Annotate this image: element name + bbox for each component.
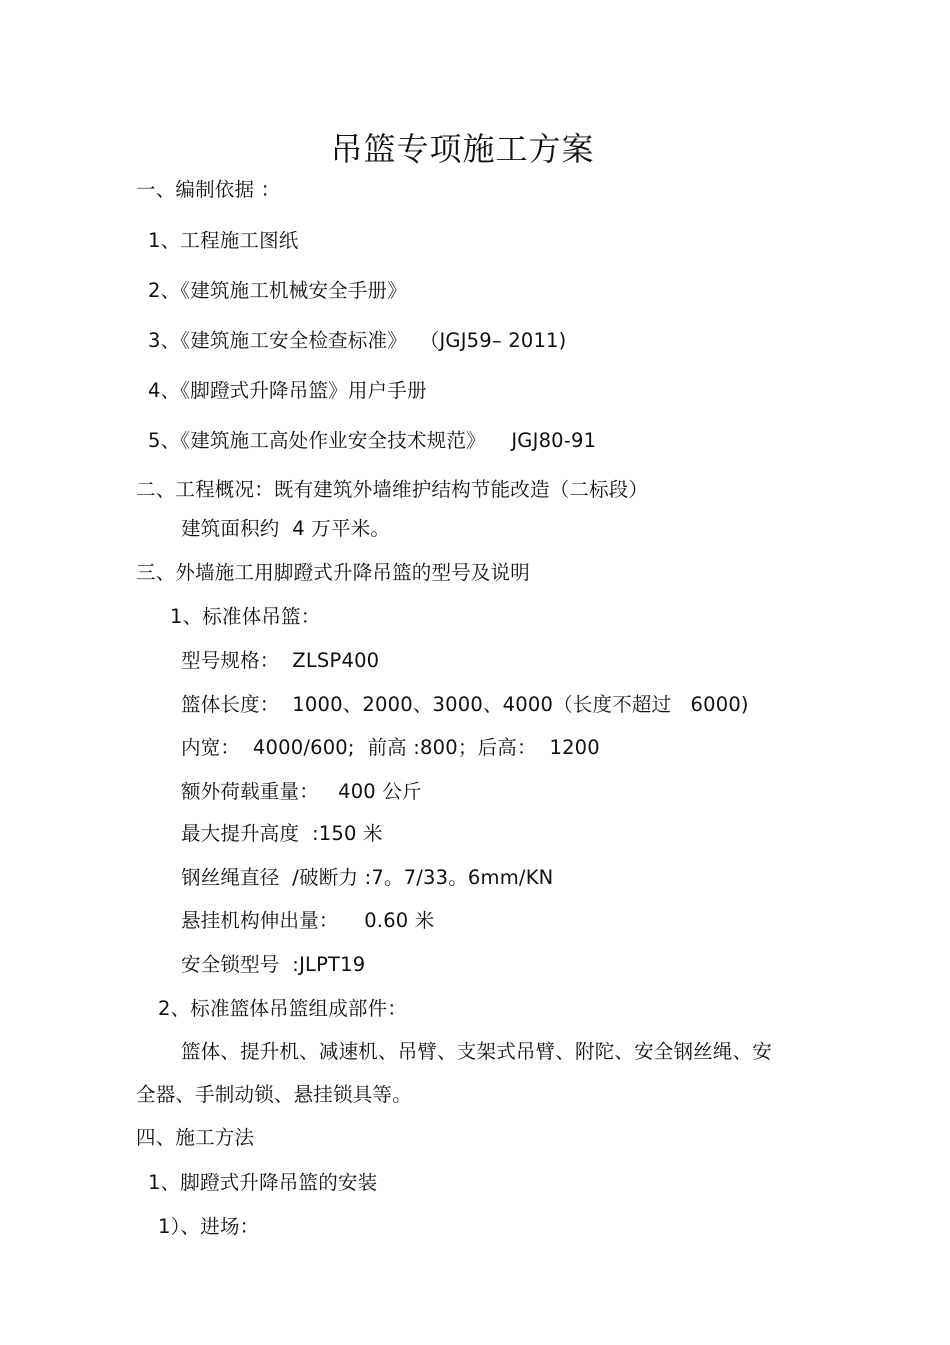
basis-item-4: 4、《脚蹬式升降吊篮》用户手册 [148,379,427,402]
subsection-components: 2、标准篮体吊篮组成部件： [158,997,408,1020]
spec-dimensions: 内宽： 4000/600; 前高 :800；后高： 1200 [181,736,600,759]
overview-area-text: 建筑面积约 4 万平米。 [181,517,391,540]
section-heading-methods: 四、施工方法 [136,1126,255,1149]
spec-model: 型号规格： ZLSP400 [181,649,380,672]
spec-wire-rope: 钢丝绳直径 /破断力 :7。7/33。6mm/KN [181,866,554,889]
spec-max-height: 最大提升高度 :150 米 [181,822,383,845]
spec-length: 篮体长度： 1000、2000、3000、4000（长度不超过 6000) [181,693,749,716]
basis-item-2: 2、《建筑施工机械安全手册》 [148,279,407,302]
method-item-1: 1、脚蹬式升降吊篮的安装 [148,1171,378,1194]
spec-load: 额外荷载重量： 400 公斤 [181,780,422,803]
spec-suspension: 悬挂机构伸出量： 0.60 米 [181,909,435,932]
basis-item-1: 1、工程施工图纸 [148,229,299,252]
section-heading-basis: 一、编制依据 ： [136,178,281,201]
basis-item-3: 3、《建筑施工安全检查标准》 （JGJ59– 2011) [148,329,567,352]
section-heading-overview: 二、工程概况：既有建筑外墙维护结构节能改造（二标段） [136,478,649,501]
subsection-standard-basket: 1、标准体吊篮： [170,605,321,628]
section-heading-models: 三、外墙施工用脚蹬式升降吊篮的型号及说明 [136,561,531,584]
document-title: 吊篮专项施工方案 [330,130,595,168]
components-text-line-1: 篮体、提升机、减速机、吊臂、支架式吊臂、附陀、安全钢丝绳、安 [181,1040,773,1063]
components-text-line-2: 全器、手制动锁、悬挂锁具等。 [136,1083,412,1106]
spec-safety-lock: 安全锁型号 :JLPT19 [181,953,366,976]
basis-item-5: 5、《建筑施工高处作业安全技术规范》 JGJ80-91 [148,429,597,452]
method-subitem-1: 1）、进场： [158,1215,260,1238]
